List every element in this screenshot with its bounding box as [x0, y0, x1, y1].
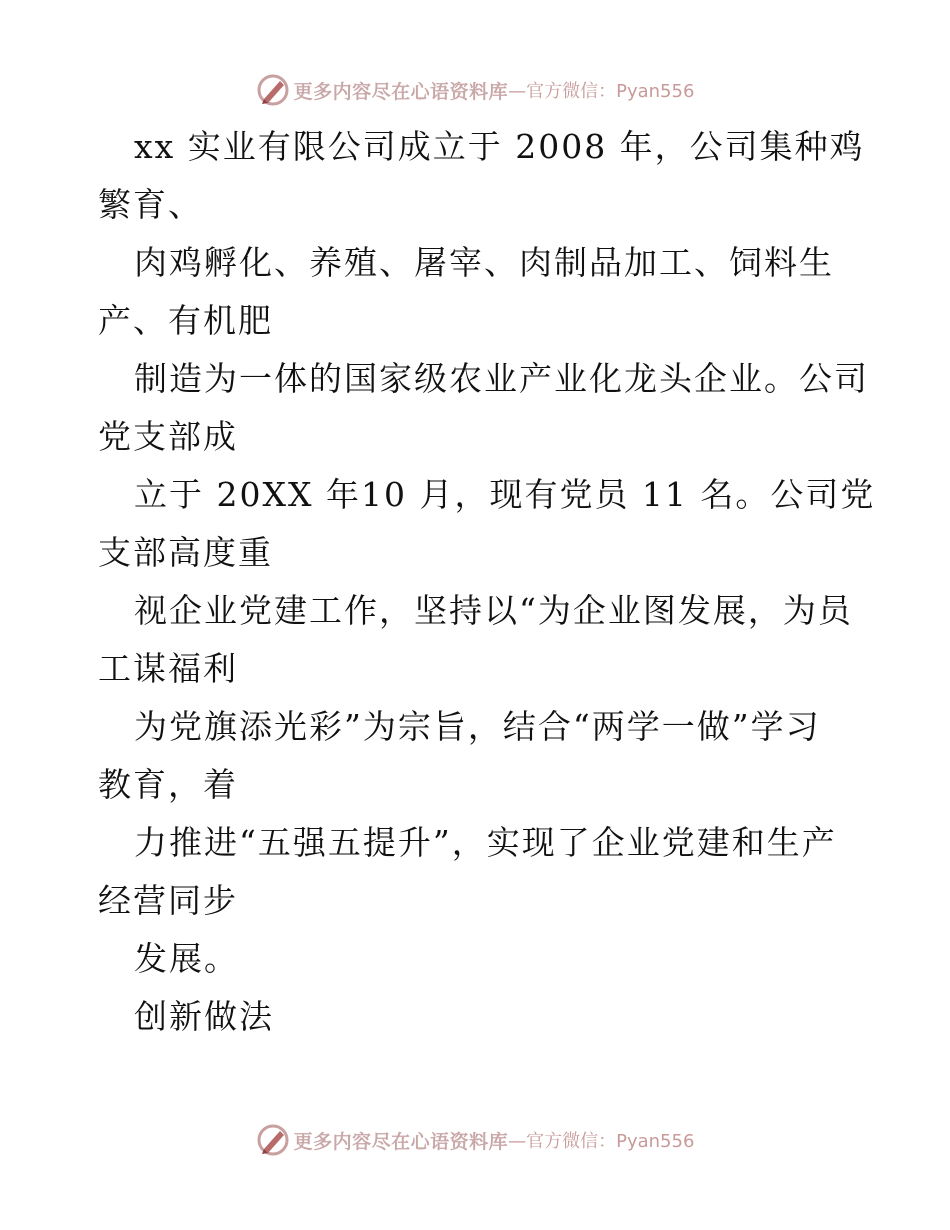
body-line: 党支部成	[98, 417, 238, 456]
watermark-sub-text: —官方微信：Pyan556	[508, 1131, 695, 1152]
footer-watermark	[0, 1120, 950, 1160]
watermark-main-text: 更多内容尽在心语资料库	[293, 1130, 509, 1153]
body-line: 发展。	[134, 939, 239, 978]
body-line: 支部高度重	[98, 533, 273, 572]
body-line: 制造为一体的国家级农业产业化龙头企业。公司	[134, 359, 869, 398]
document-body	[98, 118, 876, 1046]
watermark-main-text: 更多内容尽在心语资料库	[293, 80, 509, 103]
body-line: 创新做法	[134, 997, 274, 1036]
pen-logo-icon	[256, 1123, 290, 1157]
body-line: xx 实业有限公司成立于 2008 年，公司集种鸡	[134, 127, 865, 166]
body-line: 产、有机肥	[98, 301, 273, 340]
pen-logo-icon	[256, 73, 290, 107]
body-line: 立于 20XX 年10 月，现有党员 11 名。公司党	[134, 475, 876, 514]
body-line: 肉鸡孵化、养殖、屠宰、肉制品加工、饲料生	[134, 243, 834, 282]
body-line: 工谋福利	[98, 649, 238, 688]
body-line: 视企业党建工作，坚持以“为企业图发展，为员	[134, 591, 853, 630]
body-line: 为党旗添光彩”为宗旨，结合“两学一做”学习	[134, 707, 821, 746]
header-watermark	[0, 70, 950, 110]
body-line: 繁育、	[98, 185, 203, 224]
watermark-sub-text: —官方微信：Pyan556	[508, 81, 695, 102]
body-line: 教育，着	[98, 765, 238, 804]
body-line: 力推进“五强五提升”，实现了企业党建和生产	[134, 823, 837, 862]
body-line: 经营同步	[98, 881, 238, 920]
